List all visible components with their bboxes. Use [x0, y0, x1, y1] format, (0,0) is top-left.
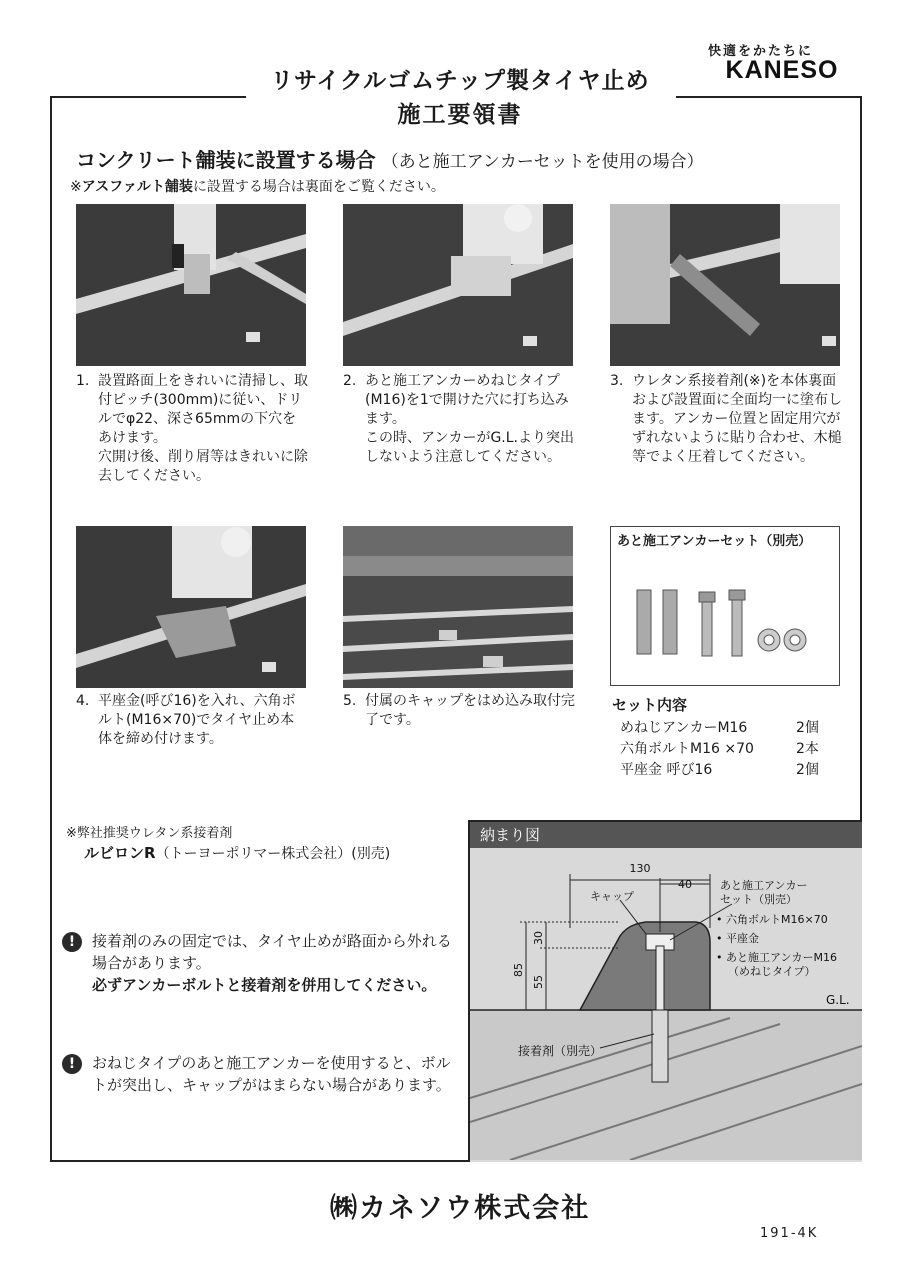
anchor-label-2: セット（別売）: [720, 893, 797, 906]
page-title: リサイクルゴムチップ製タイヤ止め: [270, 68, 650, 94]
step-5-body: 付属のキャップをはめ込み取付完了です。: [365, 693, 575, 728]
step-2-photo-art: [343, 204, 573, 366]
dim-height: 85: [512, 963, 525, 977]
adhesive-label: 接着剤（別売）: [518, 1044, 603, 1058]
set-item-1-name: めねじアンカーM16: [620, 720, 748, 736]
warning-icon: !: [62, 932, 82, 952]
installation-diagram-header: [470, 822, 862, 848]
step-1-photo: [76, 204, 306, 366]
installation-diagram-art: [470, 848, 862, 1160]
note-bold: アスファルト舗装: [81, 179, 193, 195]
step-2-text: [343, 372, 575, 467]
dim-width: 130: [629, 862, 651, 875]
page-subtitle: 施工要領書: [397, 102, 523, 128]
warning-1-text: 接着剤のみの固定では、タイヤ止めが路面から外れる場合があります。: [92, 932, 452, 972]
step-1-text: [76, 372, 308, 486]
part-anchor-type: （めねじタイプ）: [728, 965, 816, 978]
adhesive-product-maker: （トーヨーポリマー株式会社）(別売): [155, 846, 391, 862]
note-rest: に設置する場合は裏面をご覧ください。: [192, 179, 445, 195]
step-2-number: 2.: [343, 373, 357, 389]
step-4-text: [76, 692, 308, 749]
step-3-photo: [610, 204, 840, 366]
cap-label: キャップ: [590, 890, 634, 903]
anchor-label-1: あと施工アンカー: [720, 879, 808, 892]
adhesive-product: [84, 842, 390, 863]
warning-2: [62, 1052, 460, 1096]
dim-offset: 40: [678, 878, 692, 891]
step-5-photo: [343, 526, 573, 688]
part-washer: • 平座金: [716, 932, 759, 945]
step-3-body: ウレタン系接着剤(※)を本体裏面および設置面に全面均一に塗布します。アンカー位置と固定用穴がずれないように貼り合わせ、木槌等でよく圧着してください。: [632, 373, 842, 465]
step-4-number: 4.: [76, 693, 90, 709]
step-5-photo-art: [343, 526, 573, 688]
step-3-photo-art: [610, 204, 840, 366]
section-heading-text: コンクリート舗装に設置する場合: [76, 148, 376, 172]
warning-1-bold: 必ずアンカーボルトと接着剤を併用してください。: [92, 976, 437, 994]
set-item-1-qty: 2個: [796, 720, 819, 736]
brand-tagline: 快適をかたちに: [708, 44, 814, 59]
section-heading-sub: （あと施工アンカーセットを使用の場合）: [381, 152, 704, 172]
set-item-2-qty: 2本: [796, 741, 819, 757]
anchor-kit-illustration: [611, 552, 839, 682]
note-prefix: ※: [70, 179, 82, 195]
part-bolt: • 六角ボルトM16×70: [716, 913, 828, 926]
step-1-number: 1.: [76, 373, 90, 389]
anchor-kit-title: あと施工アンカーセット（別売）: [617, 534, 812, 549]
set-contents-title: セット内容: [612, 696, 688, 714]
step-4-photo-art: [76, 526, 306, 688]
asphalt-note: [70, 176, 445, 196]
step-3-number: 3.: [610, 373, 624, 389]
warning-2-text: おねじタイプのあと施工アンカーを使用すると、ボルトが突出し、キャップがはまらない場合があります。: [92, 1054, 451, 1094]
step-1-body: 設置路面上をきれいに清掃し、取付ピッチ(300mm)に従い、ドリルでφ22、深さ65mmの下穴をあけます。 穴開け後、削り屑等はきれいに除去してください。: [98, 373, 308, 484]
set-item-2-name: 六角ボルトM16 ×70: [620, 741, 754, 757]
step-4-body: 平座金(呼び16)を入れ、六角ボルト(M16×70)でタイヤ止め本体を締め付けます。: [98, 693, 296, 747]
warning-1: [62, 930, 460, 996]
dim-upper: 30: [532, 931, 545, 945]
warning-icon: !: [62, 1054, 82, 1074]
adhesive-recommend-note: ※弊社推奨ウレタン系接着剤: [66, 826, 233, 841]
brand-logo: [704, 56, 860, 82]
brand-logo-text: KANESO: [725, 56, 839, 82]
gl-label: G.L.: [826, 993, 850, 1007]
set-item-3-name: 平座金 呼び16: [620, 762, 713, 778]
step-2-body: あと施工アンカーめねじタイプ(M16)を1で開けた穴に打ち込みます。 この時、アンカーがG.L.より突出しないよう注意してください。: [365, 373, 574, 465]
step-4-photo: [76, 526, 306, 688]
anchor-kit-box: [610, 526, 840, 686]
step-3-text: [610, 372, 842, 467]
step-1-photo-art: [76, 204, 306, 366]
document-number: 191-4K: [760, 1226, 819, 1241]
part-anchor: • あと施工アンカーM16: [716, 951, 838, 964]
installation-diagram-title: 納まり図: [480, 826, 541, 844]
dim-lower: 55: [532, 975, 545, 989]
step-5-text: [343, 692, 575, 730]
section-heading: [76, 144, 704, 173]
company-name: ㈱カネソウ株式会社: [330, 1193, 591, 1224]
adhesive-product-name: ルビロンR: [84, 844, 156, 862]
step-5-number: 5.: [343, 693, 357, 709]
step-2-photo: [343, 204, 573, 366]
set-item-3-qty: 2個: [796, 762, 819, 778]
